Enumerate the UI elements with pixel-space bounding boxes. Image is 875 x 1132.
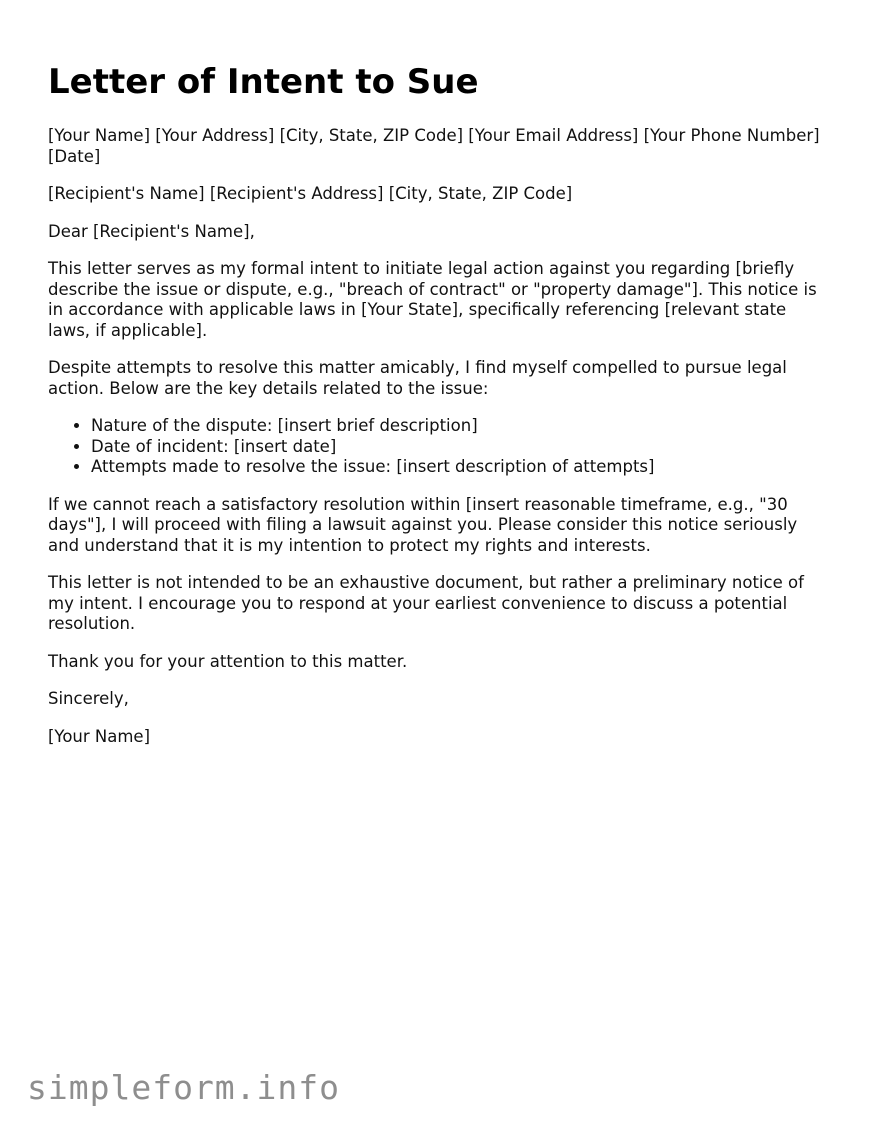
recipient-block: [Recipient's Name] [Recipient's Address] [City, State, ZIP Code]	[48, 184, 573, 203]
thanks-line: Thank you for your attention to this matter.	[48, 651, 408, 671]
sender-block: [Your Name] [Your Address] [City, State, ZIP Code] [Your Email Address] [Your Phone Number] [Date]	[48, 126, 820, 166]
signature: [Your Name]	[48, 726, 151, 746]
watermark: simpleform.info	[27, 1068, 341, 1107]
letter-title: Letter of Intent to Sue	[48, 62, 479, 102]
deadline-paragraph: If we cannot reach a satisfactory resolution within [insert reasonable timeframe, e.g., "30 days"], I will proceed with filing a lawsuit against you. Please consider this notice seriously and understand that it is my intention to protect my rights and interests.	[48, 494, 798, 555]
sign-off: Sincerely,	[48, 689, 129, 708]
list-item: • Nature of the dispute: [insert brief description]	[91, 416, 833, 437]
intent-paragraph: This letter serves as my formal intent to initiate legal action against you regarding [briefly describe the issue or dispute, e.g., "breach of contract" or "property damage"]. This notice is in accordance with applicable laws in [Your State], specifically referencing [relevant state laws, if applicable].	[48, 259, 817, 340]
list-item: • Date of incident: [insert date]	[91, 437, 833, 458]
list-item: • Attempts made to resolve the issue: [insert description of attempts]	[91, 457, 833, 478]
details-list	[48, 416, 833, 478]
salutation: Dear [Recipient's Name],	[48, 221, 255, 241]
details-paragraph: Despite attempts to resolve this matter amicably, I find myself compelled to pursue legal action. Below are the key details related to the issue:	[48, 358, 787, 398]
letter-document	[48, 58, 833, 764]
closing-paragraph: This letter is not intended to be an exhaustive document, but rather a preliminary notice of my intent. I encourage you to respond at your earliest convenience to discuss a potential resolution.	[48, 573, 804, 633]
